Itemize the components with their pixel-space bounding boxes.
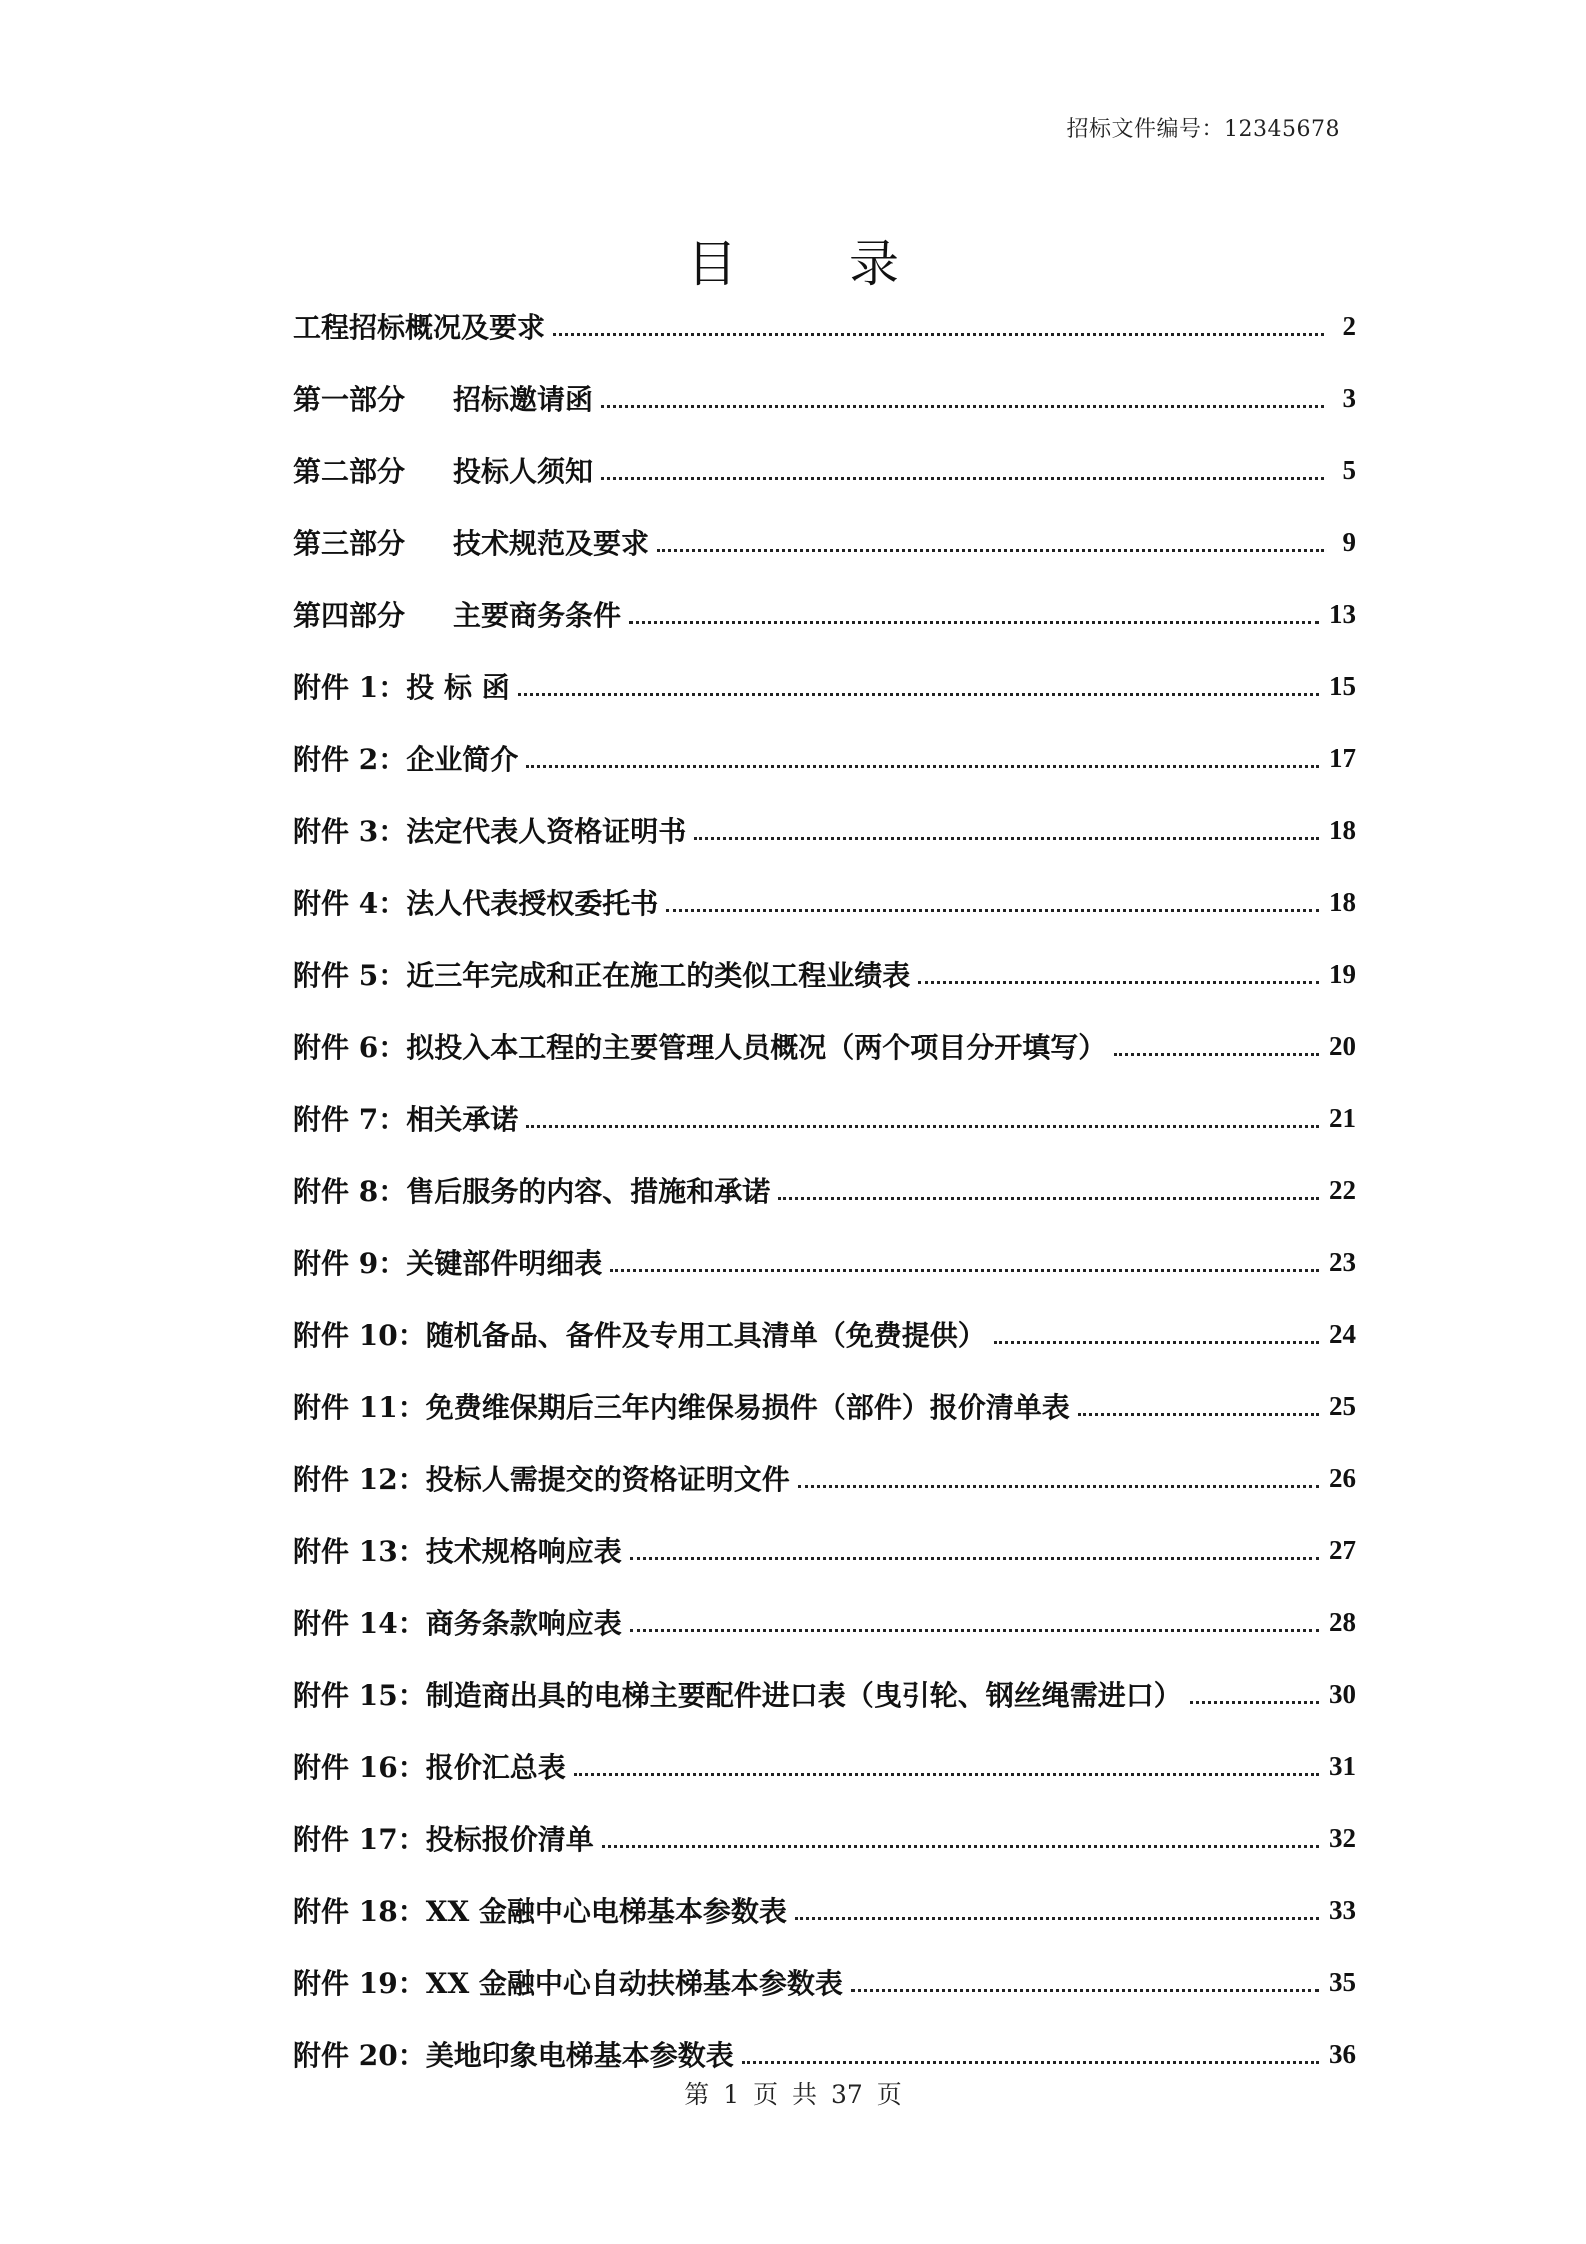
toc-entry-label: 附件 12：投标人需提交的资格证明文件 bbox=[293, 1463, 790, 1496]
dot-leader bbox=[918, 969, 1319, 984]
dot-leader bbox=[778, 1185, 1319, 1200]
toc-entry-label: 附件 7：相关承诺 bbox=[293, 1103, 519, 1136]
toc-entry[interactable] bbox=[293, 866, 1356, 938]
toc-entry[interactable] bbox=[293, 434, 1356, 506]
toc-entry[interactable] bbox=[293, 1658, 1356, 1730]
dot-leader bbox=[629, 609, 1319, 624]
toc-entry-title bbox=[293, 1170, 770, 1210]
toc-entry-label: 附件 18：XX 金融中心电梯基本参数表 bbox=[293, 1895, 787, 1928]
toc-entry[interactable] bbox=[293, 794, 1356, 866]
toc-entry-title bbox=[293, 1746, 566, 1786]
toc-page-number: 23 bbox=[1329, 1246, 1356, 1277]
toc-entry-label: 附件 10：随机备品、备件及专用工具清单（免费提供） bbox=[293, 1319, 986, 1352]
toc-entry-title bbox=[293, 594, 621, 634]
toc-page-number: 9 bbox=[1342, 526, 1356, 557]
dot-leader bbox=[630, 1545, 1319, 1560]
toc-entry-label: 招标邀请函 bbox=[453, 383, 594, 416]
dot-leader bbox=[610, 1257, 1319, 1272]
toc-page-number: 36 bbox=[1329, 2038, 1356, 2069]
toc-entry-label: 附件 19：XX 金融中心自动扶梯基本参数表 bbox=[293, 1967, 843, 2000]
dot-leader bbox=[994, 1329, 1319, 1344]
toc-entry-title bbox=[293, 954, 910, 994]
dot-leader bbox=[601, 465, 1324, 480]
dot-leader bbox=[1190, 1689, 1319, 1704]
dot-leader bbox=[574, 1761, 1319, 1776]
page-indicator: 第 1 页 共 37 页 bbox=[684, 2080, 902, 2109]
toc-entry[interactable] bbox=[293, 1298, 1356, 1370]
toc-entry-title bbox=[293, 1314, 986, 1354]
toc-entry-label: 工程招标概况及要求 bbox=[293, 311, 546, 344]
dot-leader bbox=[553, 321, 1324, 336]
toc-entry-label: 附件 17：投标报价清单 bbox=[293, 1823, 594, 1856]
toc-entry-label: 技术规范及要求 bbox=[453, 527, 650, 560]
toc-page-number: 13 bbox=[1329, 598, 1356, 629]
toc-entry[interactable] bbox=[293, 1370, 1356, 1442]
toc-entry[interactable] bbox=[293, 1874, 1356, 1946]
toc-page-number: 18 bbox=[1329, 886, 1356, 917]
toc-page-number: 5 bbox=[1342, 454, 1356, 485]
toc-entry[interactable] bbox=[293, 1730, 1356, 1802]
page-title: 目录 bbox=[687, 234, 1011, 293]
toc-entry-title bbox=[293, 1098, 518, 1138]
dot-leader bbox=[1114, 1041, 1319, 1056]
toc-entry-title bbox=[293, 1674, 1182, 1714]
toc-entry[interactable] bbox=[293, 1010, 1356, 1082]
toc-entry[interactable] bbox=[293, 938, 1356, 1010]
toc-page-number: 30 bbox=[1329, 1678, 1356, 1709]
dot-leader bbox=[742, 2049, 1319, 2064]
toc-entry[interactable] bbox=[293, 1586, 1356, 1658]
toc-entry-label: 附件 11：免费维保期后三年内维保易损件（部件）报价清单表 bbox=[293, 1391, 1070, 1424]
toc-entry-label: 附件 3：法定代表人资格证明书 bbox=[293, 815, 687, 848]
toc-page-number: 15 bbox=[1329, 670, 1356, 701]
dot-leader bbox=[601, 393, 1324, 408]
document-number: 招标文件编号：12345678 bbox=[1066, 117, 1340, 142]
toc-entry-title bbox=[293, 306, 545, 346]
toc-entry-title bbox=[293, 1602, 622, 1642]
toc-section-number: 第二部分 bbox=[293, 455, 406, 488]
toc-entry-label: 附件 1：投 标 函 bbox=[293, 671, 510, 704]
toc-page-number: 28 bbox=[1329, 1606, 1356, 1637]
toc-entry-title bbox=[293, 450, 593, 490]
toc-page-number: 18 bbox=[1329, 814, 1356, 845]
toc-entry-title bbox=[293, 1962, 843, 2002]
toc-entry-title bbox=[293, 738, 518, 778]
toc-entry-label: 附件 15：制造商出具的电梯主要配件进口表（曳引轮、钢丝绳需进口） bbox=[293, 1679, 1182, 1712]
toc-page-number: 19 bbox=[1329, 958, 1356, 989]
toc-entry-label: 附件 8：售后服务的内容、措施和承诺 bbox=[293, 1175, 771, 1208]
toc-page-number: 22 bbox=[1329, 1174, 1356, 1205]
toc-section-number: 第一部分 bbox=[293, 383, 406, 416]
dot-leader bbox=[795, 1905, 1319, 1920]
toc-section-number: 第四部分 bbox=[293, 599, 406, 632]
dot-leader bbox=[526, 753, 1319, 768]
toc-entry-label: 主要商务条件 bbox=[453, 599, 622, 632]
toc-entry[interactable] bbox=[293, 650, 1356, 722]
toc-page-number: 32 bbox=[1329, 1822, 1356, 1853]
toc-entry-title bbox=[293, 522, 649, 562]
toc-entry-title bbox=[293, 378, 593, 418]
toc-entry-label: 附件 13：技术规格响应表 bbox=[293, 1535, 622, 1568]
toc-entry-title bbox=[293, 1242, 602, 1282]
toc-entry[interactable] bbox=[293, 578, 1356, 650]
dot-leader bbox=[602, 1833, 1319, 1848]
dot-leader bbox=[694, 825, 1319, 840]
toc-entry-title bbox=[293, 1026, 1106, 1066]
toc-page-number: 21 bbox=[1329, 1102, 1356, 1133]
toc-entry-label: 附件 20：美地印象电梯基本参数表 bbox=[293, 2039, 734, 2072]
toc-page-number: 3 bbox=[1342, 382, 1356, 413]
toc-entry-label: 附件 14：商务条款响应表 bbox=[293, 1607, 622, 1640]
toc-entry-label: 附件 2：企业简介 bbox=[293, 743, 519, 776]
dot-leader bbox=[630, 1617, 1319, 1632]
toc-page-number: 31 bbox=[1329, 1750, 1356, 1781]
toc-entry-title bbox=[293, 882, 658, 922]
table-of-contents bbox=[293, 290, 1356, 2090]
toc-entry[interactable] bbox=[293, 1514, 1356, 1586]
toc-page-number: 35 bbox=[1329, 1966, 1356, 1997]
toc-page-number: 25 bbox=[1329, 1390, 1356, 1421]
toc-entry-label: 投标人须知 bbox=[453, 455, 594, 488]
toc-entry[interactable] bbox=[293, 362, 1356, 434]
toc-page-number: 17 bbox=[1329, 742, 1356, 773]
toc-entry[interactable] bbox=[293, 1226, 1356, 1298]
toc-entry[interactable] bbox=[293, 1154, 1356, 1226]
toc-entry-label: 附件 4：法人代表授权委托书 bbox=[293, 887, 659, 920]
dot-leader bbox=[518, 681, 1319, 696]
toc-entry[interactable] bbox=[293, 290, 1356, 362]
toc-page-number: 27 bbox=[1329, 1534, 1356, 1565]
toc-entry[interactable] bbox=[293, 506, 1356, 578]
toc-entry[interactable] bbox=[293, 1802, 1356, 1874]
toc-entry-title bbox=[293, 1458, 790, 1498]
toc-entry-label: 附件 16：报价汇总表 bbox=[293, 1751, 566, 1784]
toc-section-number: 第三部分 bbox=[293, 527, 406, 560]
toc-entry-title bbox=[293, 666, 510, 706]
toc-page-number: 2 bbox=[1342, 310, 1356, 341]
dot-leader bbox=[526, 1113, 1319, 1128]
toc-page-number: 24 bbox=[1329, 1318, 1356, 1349]
toc-entry-title bbox=[293, 1890, 787, 1930]
toc-entry-label: 附件 9：关键部件明细表 bbox=[293, 1247, 603, 1280]
toc-entry[interactable] bbox=[293, 1442, 1356, 1514]
toc-entry-label: 附件 6：拟投入本工程的主要管理人员概况（两个项目分开填写） bbox=[293, 1031, 1107, 1064]
toc-entry-title bbox=[293, 1530, 622, 1570]
toc-entry-title bbox=[293, 810, 686, 850]
toc-entry[interactable] bbox=[293, 722, 1356, 794]
toc-page-number: 33 bbox=[1329, 1894, 1356, 1925]
toc-entry-title bbox=[293, 1818, 594, 1858]
toc-entry-title bbox=[293, 2034, 734, 2074]
dot-leader bbox=[798, 1473, 1319, 1488]
toc-page-number: 26 bbox=[1329, 1462, 1356, 1493]
dot-leader bbox=[657, 537, 1324, 552]
toc-entry-label: 附件 5：近三年完成和正在施工的类似工程业绩表 bbox=[293, 959, 911, 992]
toc-entry-title bbox=[293, 1386, 1070, 1426]
toc-page-number: 20 bbox=[1329, 1030, 1356, 1061]
dot-leader bbox=[1078, 1401, 1319, 1416]
dot-leader bbox=[851, 1977, 1319, 1992]
dot-leader bbox=[666, 897, 1319, 912]
toc-entry[interactable] bbox=[293, 1946, 1356, 2018]
toc-entry[interactable] bbox=[293, 1082, 1356, 1154]
